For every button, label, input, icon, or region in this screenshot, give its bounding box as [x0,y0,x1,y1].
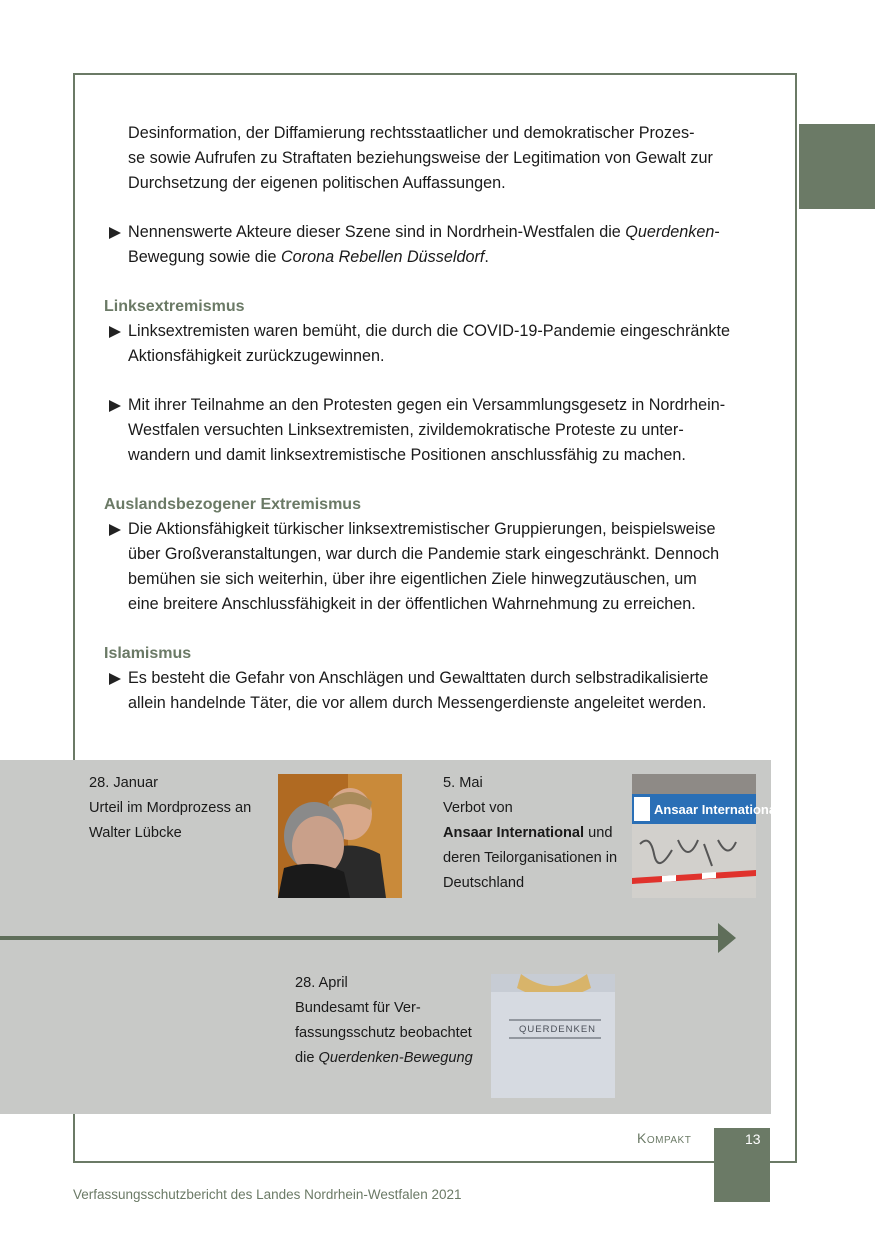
bullet-italic: Querdenken [625,223,715,241]
bullet-triangle-icon [109,524,121,536]
bullet-line: Es besteht die Gefahr von Anschlägen und Gewalttaten durch selbstradikalisierte [128,669,709,687]
bullet-text: . [484,248,489,266]
intro-line: Desinformation, der Diffamierung rechtsstaatlicher und demokratischer Prozes- [128,124,695,142]
timeline-event-querdenken [295,971,473,1071]
timeline-event-luebcke [89,771,251,846]
bullet-line: über Großveranstaltungen, war durch die Pandemie stark eingeschränkt. Dennoch [128,545,720,563]
bullet-line: allein handelnde Täter, die vor allem durch Messengerdienste angeleitet werden. [128,694,707,712]
bullet-line: wandern und damit linksextremistische Positionen anschlussfähig zu machen. [128,446,686,464]
bullet-line: eine breitere Anschlussfähigkeit in der öffentlichen Wahrnehmung zu erreichen. [128,595,696,613]
page-number: 13 [745,1131,761,1147]
bullet-text: Nennenswerte Akteure dieser Szene sind in Nordrhein-Westfalen die [128,223,626,241]
ansaar-building-photo [632,774,780,898]
bullet-triangle-icon [109,227,121,239]
bullet-italic: Corona Rebellen Düsseldorf [280,248,485,266]
bullet-line: Linksextremisten waren bemüht, die durch die COVID-19-Pandemie eingeschränkte [128,322,730,340]
bullet-triangle-icon [109,326,121,338]
main-content [104,121,772,716]
bullet-item [104,319,772,369]
shirt-text: QUERDENKEN [519,1024,597,1035]
section-heading-islamismus: Islamismus [104,645,192,662]
event-date: 28. April [295,975,348,991]
timeline-arrow-line [0,936,720,940]
event-italic: Querdenken-Bewegung [318,1050,473,1066]
bullet-text: - [714,223,720,241]
bullet-item [104,666,772,716]
event-text: und [584,825,613,841]
event-text: die [295,1050,319,1066]
event-date: 28. Januar [89,775,158,791]
sign-text: Ansaar International [654,802,780,817]
section-label-text: Kompakt [637,1130,692,1146]
event-text: Bundesamt für Ver- [295,1000,421,1016]
section-label [637,1130,691,1146]
event-text: fassungsschutz beobachtet [295,1025,472,1041]
bullet-line: Westfalen versuchten Linksextremisten, zivildemokratische Proteste zu unter- [128,421,684,439]
event-bold-org: Ansaar International [443,825,585,841]
timeline-event-ansaar [443,771,617,896]
event-text: Walter Lübcke [89,825,182,841]
intro-line: se sowie Aufrufen zu Straftaten beziehungsweise der Legitimation von Gewalt zur [128,149,713,167]
querdenken-shirt-photo [491,974,615,1098]
event-text: deren Teilorganisationen in [443,850,618,866]
bullet-akteure [104,220,772,270]
event-date: 5. Mai [443,775,483,791]
timeline-arrow-icon [718,923,736,953]
event-text: Verbot von [443,800,513,816]
bullet-line: Aktionsfähigkeit zurückzugewinnen. [128,347,385,365]
bullet-item [104,393,772,468]
event-text: Urteil im Mordprozess an [89,800,252,816]
bullet-text: Bewegung sowie die [128,248,281,266]
courtroom-photo [278,774,402,898]
section-heading-auslandsbezogener-extremismus: Auslandsbezogener Extremismus [104,496,361,513]
side-tab-marker [799,124,875,209]
bullet-triangle-icon [109,673,121,685]
report-title-footer: Verfassungsschutzbericht des Landes Nordrhein-Westfalen 2021 [73,1187,462,1202]
bullet-triangle-icon [109,400,121,412]
intro-line: Durchsetzung der eigenen politischen Auffassungen. [128,174,506,192]
event-text: Deutschland [443,875,525,891]
bullet-line: bemühen sie sich weiterhin, über ihre eigentlichen Ziele hinwegzutäuschen, um [128,570,697,588]
section-heading-linksextremismus: Linksextremismus [104,298,245,315]
intro-paragraph [104,121,772,196]
bullet-line: Mit ihrer Teilnahme an den Protesten gegen ein Versammlungsgesetz in Nordrhein- [128,396,726,414]
bullet-item [104,517,772,617]
bullet-line: Die Aktionsfähigkeit türkischer linksextremistischer Gruppierungen, beispielsweise [128,520,716,538]
page-number-box [714,1128,770,1202]
